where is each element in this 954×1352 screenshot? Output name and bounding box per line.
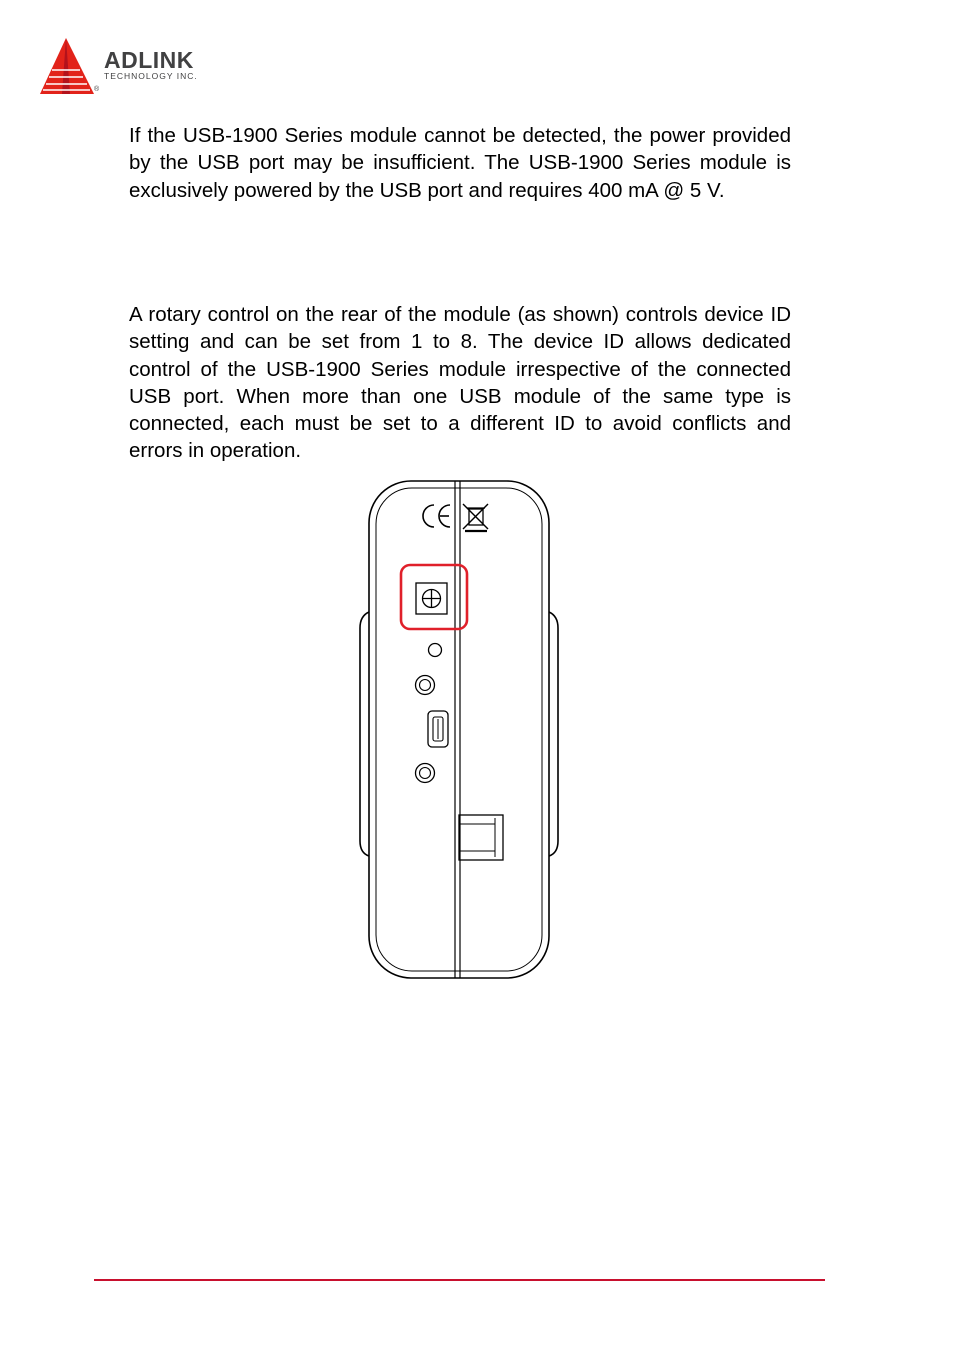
logo-subtitle: TECHNOLOGY INC. — [104, 71, 198, 81]
device-id-paragraph: A rotary control on the rear of the module (as shown) controls device ID setting and can be set from 1 to 8. The device ID allows dedicated control of the USB-1900 Series module irrespective of the connected USB port. When more than one USB module of the same type is connected, each must be set to a different ID to avoid conflicts and errors in operation. — [129, 303, 791, 463]
adlink-triangle-icon — [38, 36, 102, 100]
module-rear-drawing — [355, 478, 565, 982]
module-rear-view-figure — [355, 478, 565, 982]
adlink-logo — [38, 36, 238, 100]
logo-wordmark: ADLINK — [104, 47, 194, 73]
registered-mark: ® — [94, 86, 100, 93]
power-note-paragraph: If the USB-1900 Series module cannot be detected, the power provided by the USB port may be insufficient. The USB-1900 Series module is exclusively powered by the USB port and requires 400 mA @ 5 V. — [129, 124, 791, 202]
rotary-switch-highlight — [401, 565, 467, 629]
footer-rule — [94, 1279, 825, 1281]
